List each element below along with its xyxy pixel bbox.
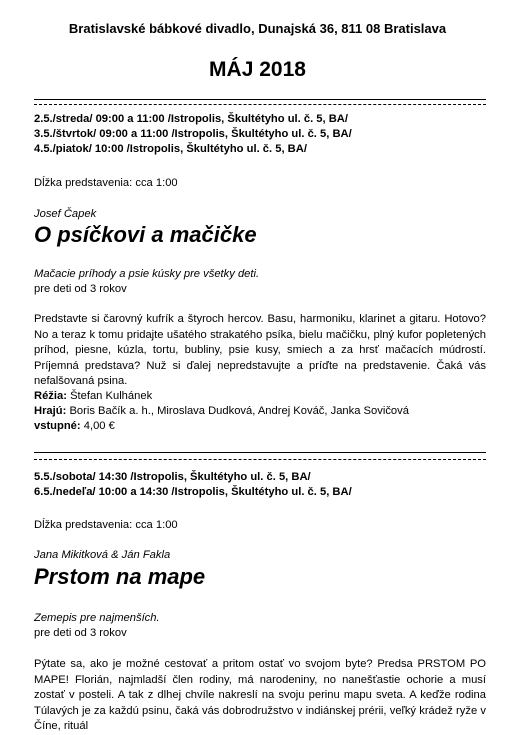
show1-price-row [34, 419, 494, 434]
show2-age: pre deti od 3 rokov [34, 627, 127, 639]
show1-director-row [34, 389, 494, 404]
month-title: MÁJ 2018 [209, 58, 306, 81]
show1-age: pre deti od 3 rokov [34, 283, 127, 295]
header-rule [34, 99, 486, 100]
show2-author: Jana Mikitková & Ján Fakla [34, 549, 171, 561]
show1-dates [34, 112, 494, 157]
show1-author: Josef Čapek [34, 208, 97, 220]
show1-title: O psíčkovi a mačičke [34, 222, 257, 247]
show2-title: Prstom na mape [34, 564, 206, 589]
director-value: Štefan Kulhánek [70, 390, 153, 402]
show2-duration: Dĺžka predstavenia: cca 1:00 [34, 519, 178, 531]
theatre-address-header: Bratislavské bábkové divadlo, Dunajská 36, 811 08 Bratislava [68, 21, 447, 36]
section-divider-2 [34, 459, 486, 460]
show1-credits [34, 389, 494, 434]
show2-date-line: 5.5./sobota/ 14:30 /Istropolis, Škultétyho ul. č. 5, BA/ [34, 471, 311, 483]
show1-date-line: 3.5./štvrtok/ 09:00 a 11:00 /Istropolis, Škultétyho ul. č. 5, BA/ [34, 128, 352, 140]
show1-duration: Dĺžka predstavenia: cca 1:00 [34, 177, 178, 189]
director-label: Réžia: [34, 390, 67, 402]
show1-description: Predstavte si čarovný kufrík a štyroch hercov. Basu, harmoniku, klarinet a gitaru. Hotovo? No a teraz k tomu pridajte ušatého strakatého psíka, bielu mačičku, plný kufor popletených príhod, piesne, kúzla, tortu, bubliny, psie kusy, smiech a za hrsť mačacích múdrostí. Príjemná predstava? Nuž si ďalej nepredstavujte a príďte na predstavenie. Čaká vás nefalšovaná psina. [34, 313, 486, 388]
section-divider-1 [34, 104, 486, 105]
price-value: 4,00 € [83, 420, 115, 432]
cast-label: Hrajú: [34, 405, 67, 417]
price-label: vstupné: [34, 420, 81, 432]
show2-date-line: 6.5./nedeľa/ 10:00 a 14:30 /Istropolis, Škultétyho ul. č. 5, BA/ [34, 486, 352, 498]
section-rule-2 [34, 452, 486, 453]
show1-cast-row [34, 404, 494, 419]
cast-value: Boris Bačík a. h., Miroslava Dudková, Andrej Kováč, Janka Sovičová [69, 405, 409, 417]
show2-dates [34, 470, 494, 500]
show1-subtitle: Mačacie príhody a psie kúsky pre všetky deti. [34, 268, 260, 280]
show1-date-line: 2.5./streda/ 09:00 a 11:00 /Istropolis, Škultétyho ul. č. 5, BA/ [34, 113, 348, 125]
show2-description: Pýtate sa, ako je možné cestovať a pritom ostať vo svojom byte? Predsa PRSTOM PO MAPE! Florián, najmladší člen rodiny, má narodeniny, no nanešťastie ochorie a musí zostať v posteli. A tak z dlhej chvíle nakreslí na svoju perinu mapu sveta. A keďže rodina Túlavých je za každú psinu, čaká vás dobrodružstvo v indiánskej prérii, veľký krádež ryže v Číne, rituál [34, 658, 486, 733]
show1-date-line: 4.5./piatok/ 10:00 /Istropolis, Škultétyho ul. č. 5, BA/ [34, 143, 307, 155]
show2-subtitle: Zemepis pre najmenších. [34, 612, 160, 624]
